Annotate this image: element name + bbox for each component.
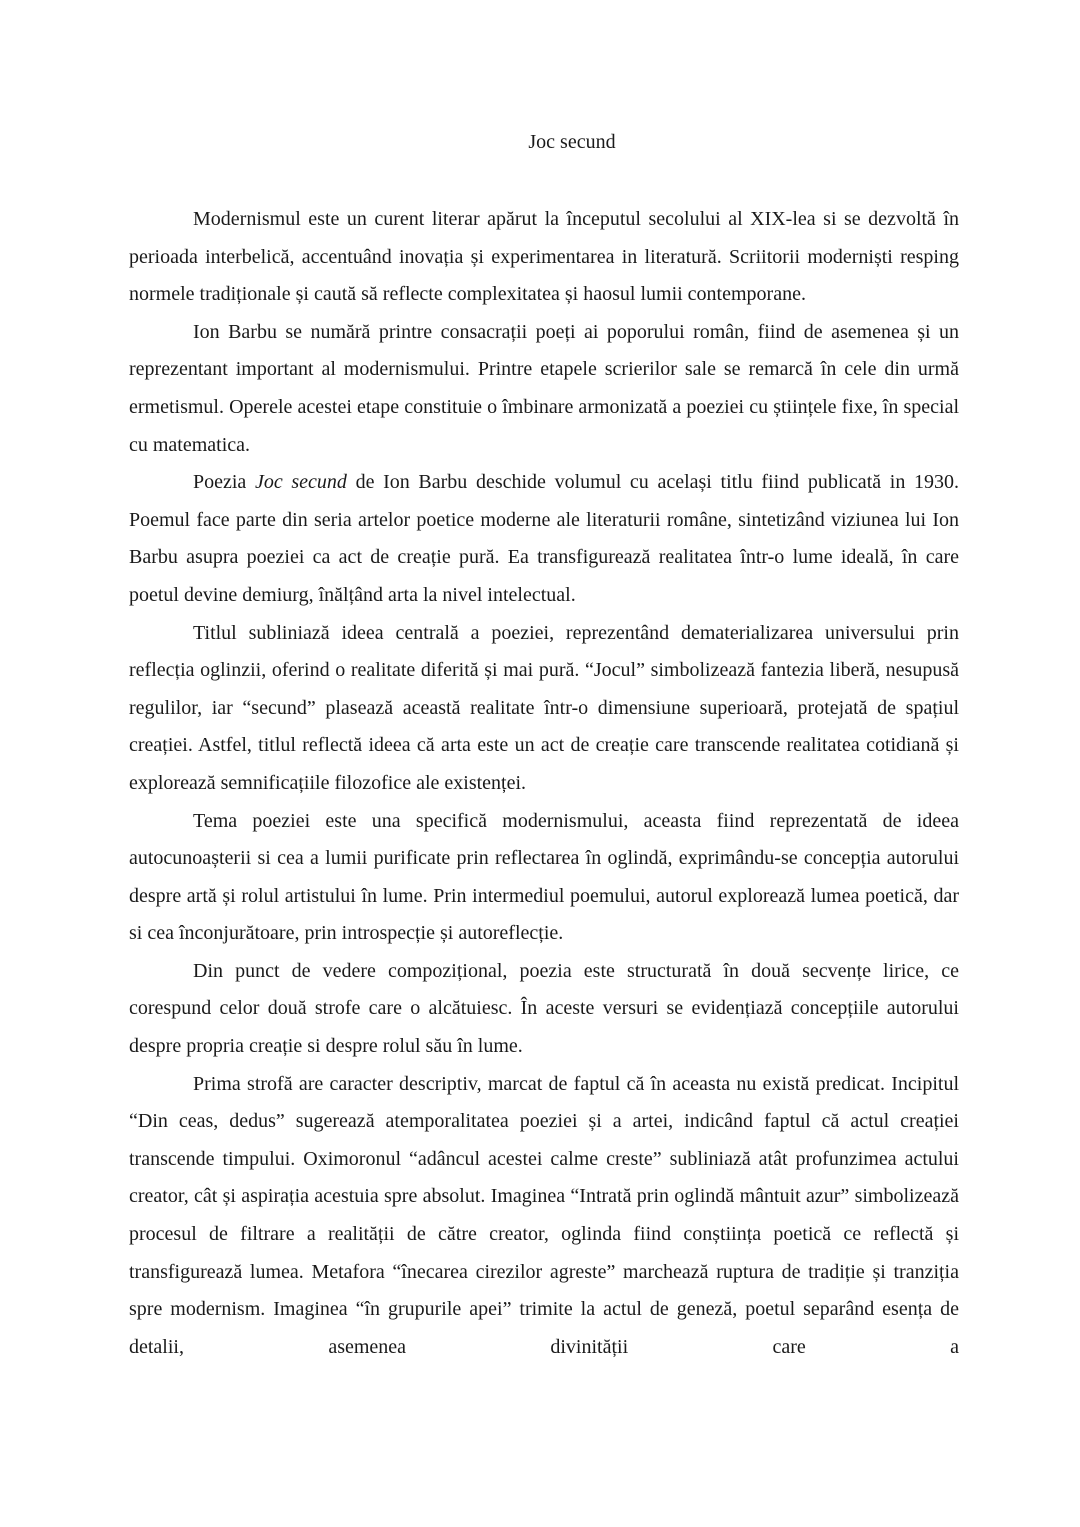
paragraph-text: Ion Barbu se numără printre consacrații poeți ai poporului român, fiind de asemenea și un reprezentant important al modernismului. Printre etapele scrierilor sale se remarcă în cele din urmă ermetismul. Operele acestei etape constituie o îmbinare armonizată a poeziei cu științele fixe, în special cu matematica. — [129, 320, 959, 456]
paragraph — [129, 803, 959, 953]
paragraph-text: Titlul subliniază ideea centrală a poeziei, reprezentând dematerializarea universului prin reflecția oglinzii, oferind o realitate diferită și mai pură. “Jocul” simbolizează fantezia liberă, nesupusă regulilor, iar “secund” plasează această realitate într-o dimensiune superioară, protejată de spațiul creației. Astfel, titlul reflectă ideea că arta este un act de creație care transcende realitatea cotidiană și explorează semnificațiile filozofice ale existenței. — [129, 621, 959, 794]
paragraph-text: Prima strofă are caracter descriptiv, marcat de faptul că în aceasta nu există predicat. Incipitul “Din ceas, dedus” sugerează atemporalitatea poeziei și a artei, indicând faptul că actul creației transcende timpului. Oximoronul “adâncul acestei calme creste” subliniază atât profunzimea actului creator, cât și aspirația acestuia spre absolut. Imaginea “Intrată prin oglindă mântuit azur” simbolizează procesul de filtrare a realității de către creator, oglinda fiind conștiința poetică ce reflectă și transfigurează lumea. Metafora “înecarea cirezilor agreste” marchează ruptura de tradiție și tranziția spre modernism. Imaginea “în grupurile apei” trimite la actul de geneză, poetul separând esența de detalii, asemenea divinității care a — [129, 1072, 959, 1358]
paragraph — [129, 953, 959, 1066]
paragraph — [129, 1066, 959, 1367]
poem-title-italic: Joc secund — [254, 471, 347, 494]
paragraph — [129, 464, 959, 614]
paragraph — [129, 314, 959, 464]
paragraph-text: Poezia — [193, 471, 255, 494]
paragraph-text: Tema poeziei este una specifică modernismului, aceasta fiind reprezentată de ideea autocunoașterii si cea a lumii purificate prin reflectarea în oglindă, exprimându-se concepția autorului despre artă și rolul artistului în lume. Prin intermediul poemului, autorul explorează lumea poetică, dar si cea înconjurătoare, prin introspecție și autoreflecție. — [129, 809, 959, 945]
paragraph-text: Modernismul este un curent literar apărut la începutul secolului al XIX-lea si se dezvoltă în perioada interbelică, accentuând inovația și experimentarea in literatură. Scriitorii moderniști resping normele tradiționale și caută să reflecte complexitatea și haosul lumii contemporane. — [129, 208, 959, 306]
paragraph — [129, 615, 959, 803]
paragraph-text: de Ion Barbu deschide volumul cu același titlu fiind publicată in 1930. Poemul face parte din seria artelor poetice moderne ale literaturii române, sintetizând viziunea lui Ion Barbu asupra poeziei ca act de creație pură. Ea transfigurează realitatea într-o lume ideală, în care poetul devine demiurg, înălțând arta la nivel intelectual. — [129, 471, 959, 606]
paragraph-text: Din punct de vedere compozițional, poezia este structurată în două secvențe lirice, ce corespund celor două strofe care o alcătuiesc. În aceste versuri se evidențiază concepțiile autorului despre propria creație si despre rolul său în lume. — [129, 959, 959, 1058]
document-title: Joc secund — [528, 131, 616, 153]
paragraph — [129, 201, 959, 314]
document-body — [129, 201, 959, 1366]
